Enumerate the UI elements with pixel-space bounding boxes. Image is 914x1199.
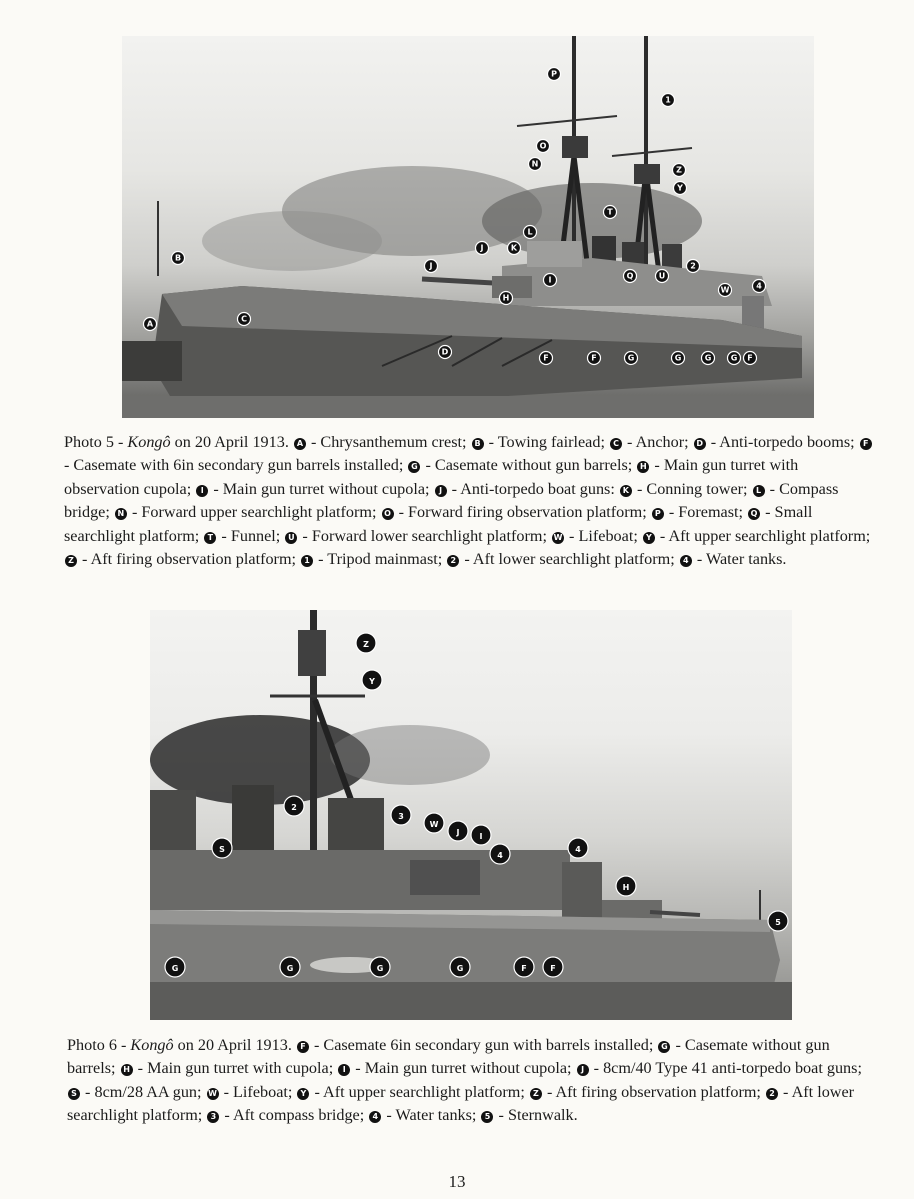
legend-key-marker: G — [408, 461, 420, 473]
photo-marker-G — [625, 352, 638, 365]
legend-key-description: - Aft compass bridge; — [220, 1106, 369, 1125]
legend-key-description: - Aft firing observation platform; — [542, 1082, 765, 1101]
legend-key-description: - Main gun turret with cupola; — [133, 1059, 338, 1078]
legend-key-marker: N — [115, 508, 127, 520]
photo-marker-label: I — [479, 831, 483, 841]
photo-marker-F — [543, 957, 563, 977]
legend-key-marker: K — [620, 485, 632, 497]
legend-key-description: - Water tanks. — [692, 550, 787, 569]
photo-marker-H — [616, 876, 636, 896]
photo-marker-label: O — [539, 141, 547, 151]
legend-key-marker: 4 — [680, 555, 692, 567]
legend-key-description: - Casemate without gun barrels; — [67, 1036, 830, 1078]
legend-key-marker: A — [294, 438, 306, 450]
legend-key-marker: T — [204, 532, 216, 544]
photo-marker-U — [656, 270, 669, 283]
legend-key-marker: D — [694, 438, 706, 450]
photo-marker-label: 2 — [690, 261, 696, 271]
photo-marker-J — [425, 260, 438, 273]
legend-key-marker: C — [610, 438, 622, 450]
legend-key-marker: Z — [530, 1088, 542, 1100]
photo-marker-label: B — [174, 253, 182, 263]
legend-key-marker: O — [382, 508, 394, 520]
photo-marker-H — [500, 292, 513, 305]
photo-6-caption — [67, 1034, 877, 1128]
legend-key-marker: B — [472, 438, 484, 450]
photo-marker-label: G — [704, 353, 712, 363]
photo-marker-label: F — [591, 353, 597, 363]
legend-key-marker: 4 — [369, 1111, 381, 1123]
photo-marker-F — [744, 352, 757, 365]
legend-key-description: - Casemate 6in secondary gun with barrels installed; — [309, 1036, 658, 1054]
photo-marker-G — [672, 352, 685, 365]
photo-5-battleship-image — [122, 36, 814, 418]
legend-key-marker: 2 — [766, 1088, 778, 1100]
photo-marker-4 — [568, 838, 588, 858]
legend-key-description: - Foremast; — [664, 503, 748, 522]
legend-key-marker: 3 — [207, 1111, 219, 1123]
photo-marker-W — [719, 284, 732, 297]
photo-marker-label: T — [607, 207, 613, 217]
photo-marker-T — [604, 206, 617, 219]
legend-key-marker: F — [860, 438, 872, 450]
legend-key-description: - Aft lower searchlight platform; — [67, 1082, 855, 1125]
caption-prefix: Photo 5 - — [64, 433, 128, 451]
photo-marker-1 — [662, 94, 675, 107]
photo-marker-label: J — [456, 827, 460, 837]
legend-key-description: - Sternwalk. — [494, 1106, 578, 1125]
photo-marker-label: J — [429, 261, 433, 271]
photo-marker-G — [450, 957, 470, 977]
photo-marker-O — [537, 140, 550, 153]
legend-key-marker: L — [753, 485, 765, 497]
photo-marker-label: D — [441, 347, 449, 357]
photo-marker-label: L — [527, 227, 533, 237]
legend-key-description: - Compass bridge; — [64, 479, 839, 522]
legend-key-marker: S — [68, 1088, 80, 1100]
legend-key-description: - Forward firing observation platform; — [394, 503, 651, 522]
legend-key-description: - 8cm/28 AA gun; — [81, 1082, 206, 1101]
photo-marker-S — [212, 838, 232, 858]
legend-key-marker: Y — [297, 1088, 309, 1100]
photo-marker-label: U — [658, 271, 666, 281]
legend-key-marker: 2 — [447, 555, 459, 567]
legend-key-description: - Chrysanthemum crest; — [306, 433, 471, 451]
photo-marker-J — [448, 821, 468, 841]
legend-key-description: - Small searchlight platform; — [64, 503, 813, 545]
photo-marker-2 — [687, 260, 700, 273]
photo-marker-L — [524, 226, 537, 239]
legend-key-description: - Lifeboat; — [565, 526, 642, 545]
legend-key-description: - Main gun turret without cupola; — [351, 1059, 576, 1078]
photo-marker-Y — [674, 182, 687, 195]
page-number: 13 — [448, 1172, 466, 1191]
legend-key-description: - Aft firing observation platform; — [78, 550, 301, 569]
legend-key-marker: F — [297, 1041, 309, 1053]
legend-key-description: - Main gun turret with observation cupola; — [64, 456, 799, 498]
legend-key-marker: W — [208, 1088, 217, 1098]
photo-marker-label: G — [286, 963, 294, 973]
photo-marker-Z — [356, 633, 376, 653]
photo-marker-4 — [753, 280, 766, 293]
photo-marker-G — [728, 352, 741, 365]
legend-key-marker: U — [285, 532, 297, 544]
photo-5-illustration — [122, 36, 814, 418]
photo-marker-G — [165, 957, 185, 977]
legend-key-marker: I — [196, 485, 208, 497]
legend-key-description: - Casemate without gun barrels; — [421, 456, 637, 475]
legend-key-marker: W — [553, 532, 563, 542]
photo-marker-K — [508, 242, 521, 255]
legend-key-marker: Y — [643, 532, 655, 544]
legend-key-description: - Main gun turret without cupola; — [209, 479, 434, 498]
photo-marker-Q — [624, 270, 637, 283]
photo-5-caption — [64, 431, 874, 571]
caption-date: on 20 April 1913. — [173, 1036, 296, 1054]
ship-name: Kongô — [127, 433, 171, 451]
photo-marker-label: F — [543, 353, 549, 363]
photo-marker-label: 2 — [291, 802, 297, 812]
photo-marker-label: H — [622, 882, 630, 892]
photo-marker-G — [702, 352, 715, 365]
photo-marker-F — [588, 352, 601, 365]
photo-marker-label: C — [241, 314, 247, 324]
photo-marker-label: Y — [369, 676, 375, 686]
legend-key-description: - Aft upper searchlight platform; — [655, 526, 871, 545]
photo-marker-label: 4 — [756, 281, 762, 291]
photo-marker-label: W — [720, 285, 730, 295]
caption-date: on 20 April 1913. — [170, 433, 293, 451]
legend-key-description: - Anti-torpedo boat guns: — [447, 479, 619, 498]
photo-marker-label: G — [730, 353, 738, 363]
legend-key-description: - Water tanks; — [382, 1106, 481, 1125]
photo-marker-C — [238, 313, 251, 326]
photo-marker-label: A — [146, 319, 154, 329]
legend-key-description: - Conning tower; — [632, 479, 752, 498]
photo-marker-label: G — [674, 353, 682, 363]
photo-marker-I — [471, 825, 491, 845]
legend-key-description: - Aft lower searchlight platform; — [460, 550, 679, 569]
legend-key-description: - 8cm/40 Type 41 anti-torpedo boat guns; — [589, 1059, 862, 1078]
photo-marker-label: N — [531, 159, 539, 169]
legend-key-description: - Anchor; — [623, 433, 693, 451]
legend-key-description: - Tripod mainmast; — [314, 550, 447, 569]
photo-marker-label: I — [548, 275, 552, 285]
photo-marker-label: F — [521, 963, 527, 973]
legend-key-description: - Forward upper searchlight platform; — [127, 503, 381, 522]
photo-marker-5 — [768, 911, 788, 931]
caption-prefix: Photo 6 - — [67, 1036, 131, 1054]
legend-key-marker: 5 — [481, 1111, 493, 1123]
photo-marker-W — [424, 813, 444, 833]
legend-key-marker: Z — [65, 555, 77, 567]
legend-key-description: - Aft upper searchlight platform; — [310, 1082, 529, 1101]
photo-marker-label: 5 — [775, 917, 781, 927]
legend-key-description: - Anti-torpedo booms; — [706, 433, 859, 451]
legend-key-marker: Q — [748, 508, 760, 520]
photo-marker-label: G — [627, 353, 635, 363]
photo-marker-N — [529, 158, 542, 171]
photo-marker-label: Q — [626, 271, 634, 281]
photo-marker-label: F — [550, 963, 556, 973]
photo-marker-label: P — [551, 69, 557, 79]
legend-key-marker: 1 — [301, 555, 313, 567]
photo-marker-G — [280, 957, 300, 977]
photo-marker-3 — [391, 805, 411, 825]
legend-key-marker: P — [652, 508, 664, 520]
legend-key-marker: J — [577, 1064, 589, 1076]
photo-marker-label: Z — [676, 165, 682, 175]
photo-marker-2 — [284, 796, 304, 816]
legend-key-description: - Forward lower searchlight platform; — [298, 526, 551, 545]
legend-key-description: - Lifeboat; — [219, 1082, 297, 1101]
ship-name: Kongô — [130, 1036, 174, 1054]
legend-key-description: - Casemate with 6in secondary gun barrels installed; — [64, 456, 408, 475]
photo-marker-P — [548, 68, 561, 81]
legend-key-description: - Funnel; — [217, 526, 285, 545]
photo-marker-label: F — [747, 353, 753, 363]
photo-6-battleship-image — [150, 610, 792, 1020]
photo-marker-label: H — [502, 293, 510, 303]
legend-key-marker: I — [338, 1064, 350, 1076]
photo-marker-F — [514, 957, 534, 977]
photo-marker-label: G — [376, 963, 384, 973]
photo-marker-Z — [673, 164, 686, 177]
legend-key-marker: H — [121, 1064, 133, 1076]
photo-marker-label: Z — [363, 639, 369, 649]
photo-marker-label: Y — [677, 183, 683, 193]
photo-6-illustration — [150, 610, 792, 1020]
photo-marker-4 — [490, 844, 510, 864]
photo-marker-I — [544, 274, 557, 287]
photo-marker-label: 4 — [575, 844, 581, 854]
photo-marker-D — [439, 346, 452, 359]
photo-marker-B — [172, 252, 185, 265]
photo-marker-J — [476, 242, 489, 255]
legend-key-marker: G — [658, 1041, 670, 1053]
photo-marker-label: S — [219, 844, 225, 854]
photo-marker-label: G — [171, 963, 179, 973]
photo-marker-label: K — [510, 243, 518, 253]
photo-marker-label: 1 — [665, 95, 671, 105]
photo-marker-label: 4 — [497, 850, 503, 860]
photo-marker-G — [370, 957, 390, 977]
legend-key-marker: J — [435, 485, 447, 497]
photo-marker-A — [144, 318, 157, 331]
photo-marker-Y — [362, 670, 382, 690]
photo-marker-label: J — [480, 243, 484, 253]
photo-marker-label: W — [429, 819, 439, 829]
legend-key-description: - Towing fairlead; — [484, 433, 609, 451]
photo-marker-label: G — [456, 963, 464, 973]
legend-key-marker: H — [637, 461, 649, 473]
photo-marker-F — [540, 352, 553, 365]
photo-marker-label: 3 — [398, 811, 404, 821]
